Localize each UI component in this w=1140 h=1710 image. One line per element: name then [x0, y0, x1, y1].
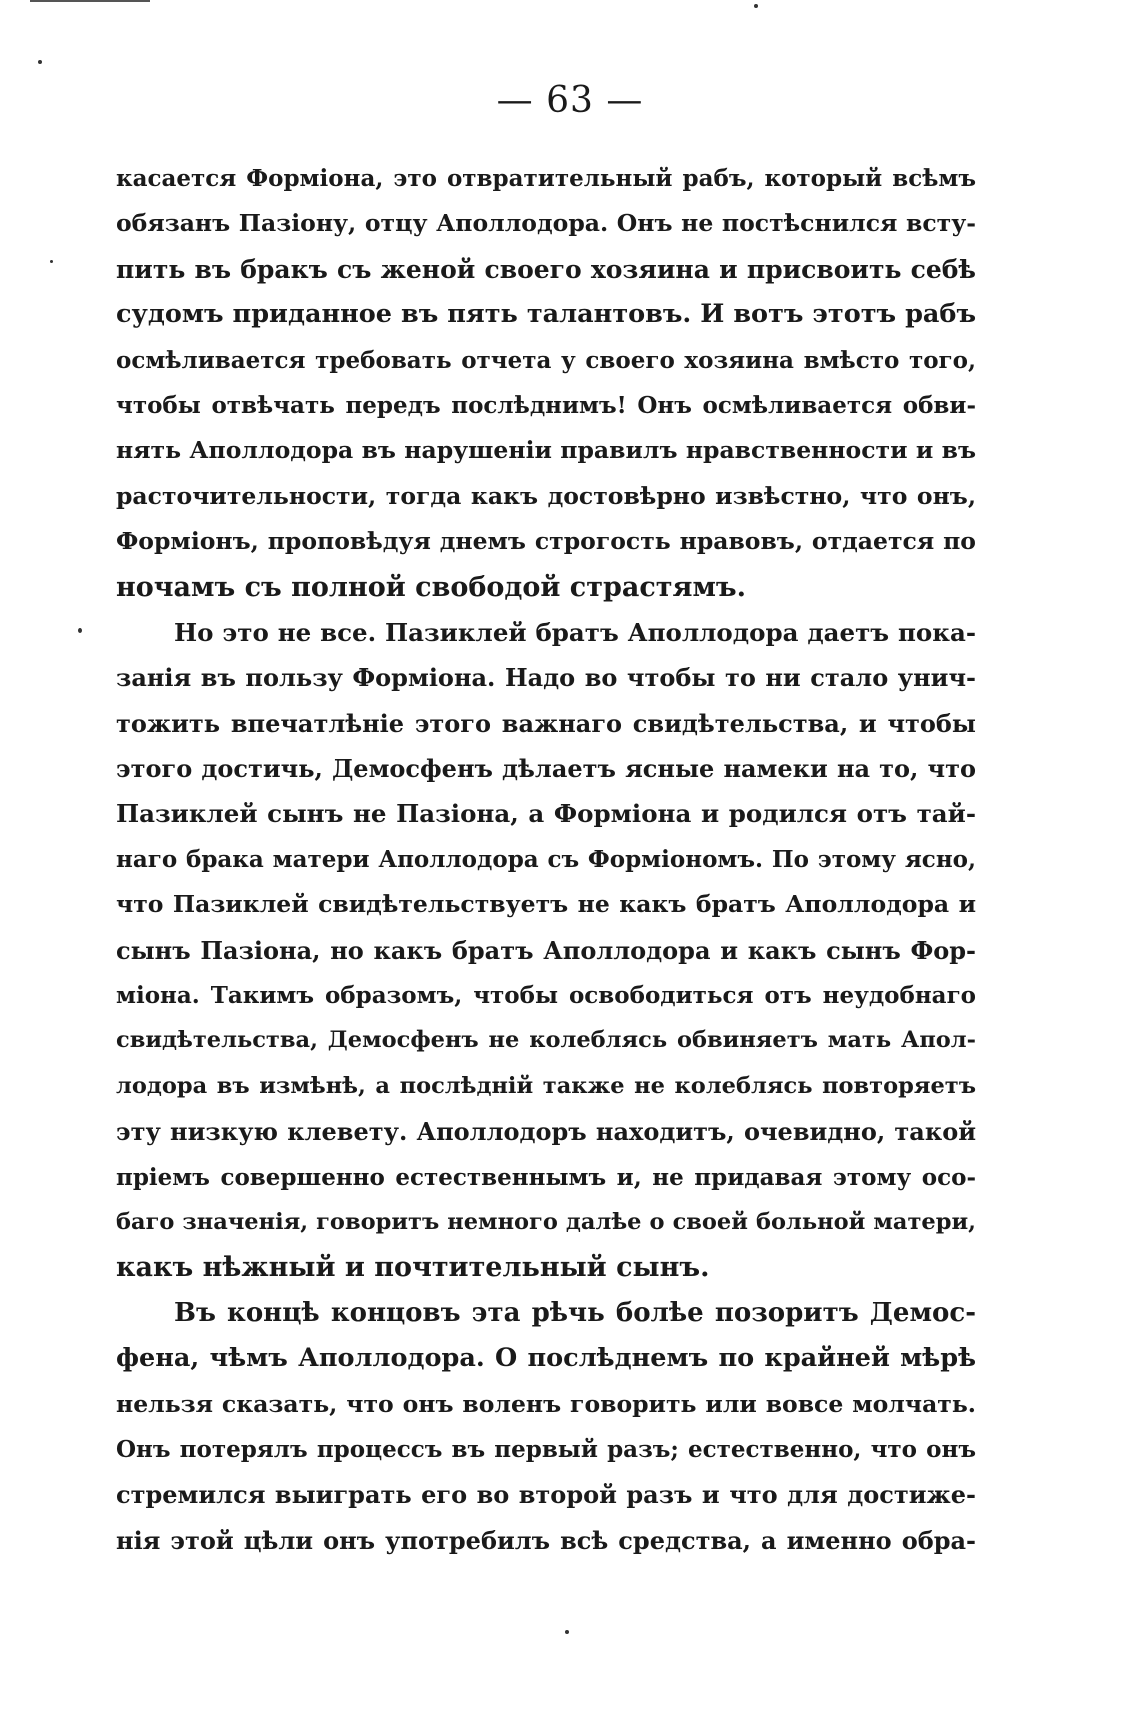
- text-line: пріемъ совершенно естественнымъ и, не придавая этому осо-: [116, 1163, 976, 1191]
- text-line: этого достичь, Демосфенъ дѣлаетъ ясные намеки на то, что: [116, 754, 976, 784]
- text-line: эту низкую клевету. Аполлодоръ находитъ, очевидно, такой: [116, 1117, 976, 1147]
- scan-speck: [78, 628, 82, 633]
- text-line: пить въ бракъ съ женой своего хозяина и присвоить себѣ: [116, 254, 976, 284]
- text-line: свидѣтельства, Демосфенъ не колеблясь обвиняетъ мать Апол-: [116, 1027, 976, 1054]
- text-line: Форміонъ, проповѣдуя днемъ строгость нравовъ, отдается по: [116, 527, 976, 556]
- text-line: лодора въ измѣнѣ, а послѣдній также не колеблясь повторяетъ: [116, 1072, 976, 1099]
- text-line: Но это не все. Пазиклей братъ Аполлодора даетъ пока-: [174, 617, 976, 647]
- text-line: занія въ пользу Форміона. Надо во чтобы то ни стало унич-: [116, 663, 976, 693]
- text-line: Въ концѣ концовъ эта рѣчь болѣе позоритъ Демос-: [174, 1297, 976, 1328]
- text-line: судомъ приданное въ пять талантовъ. И вотъ этотъ рабъ: [116, 299, 976, 330]
- text-line: ночамъ съ полной свободой страстямъ.: [116, 571, 747, 603]
- text-line: чтобы отвѣчать передъ послѣднимъ! Онъ осмѣливается обви-: [116, 391, 976, 419]
- text-line: нельзя сказать, что онъ воленъ говорить или вовсе молчать.: [116, 1389, 976, 1418]
- text-line: какъ нѣжный и почтительный сынъ.: [116, 1252, 710, 1284]
- text-line: обязанъ Пазіону, отцу Аполлодора. Онъ не постѣснился всту-: [116, 209, 976, 238]
- text-line: Онъ потерялъ процессъ въ первый разъ; естественно, что онъ: [116, 1435, 976, 1463]
- text-line: тожить впечатлѣніе этого важнаго свидѣтельства, и чтобы: [116, 708, 976, 738]
- scan-speck: [754, 4, 758, 8]
- text-line: фена, чѣмъ Аполлодора. О послѣднемъ по крайней мѣрѣ: [116, 1343, 976, 1374]
- text-line: баго значенія, говоритъ немного далѣе о своей больной матери,: [116, 1208, 976, 1235]
- text-line: нія этой цѣли онъ употребилъ всѣ средства, а именно обра-: [116, 1525, 976, 1555]
- text-line: расточительности, тогда какъ достовѣрно извѣстно, что онъ,: [116, 481, 976, 510]
- text-line: Пазиклей сынъ не Пазіона, а Форміона и родился отъ тай-: [116, 799, 976, 829]
- scan-speck: [50, 260, 53, 263]
- text-line: сынъ Пазіона, но какъ братъ Аполлодора и какъ сынъ Фор-: [116, 935, 976, 965]
- scan-speck: [38, 60, 42, 64]
- text-line: нять Аполлодора въ нарушеніи правилъ нравственности и въ: [116, 436, 976, 465]
- text-line: наго брака матери Аполлодора съ Форміономъ. По этому ясно,: [116, 845, 976, 873]
- text-line: стремился выиграть его во второй разъ и что для достиже-: [116, 1480, 976, 1510]
- page-number: — 63 —: [496, 80, 644, 121]
- text-line: міона. Такимъ образомъ, чтобы освободиться отъ неудобнаго: [116, 982, 976, 1010]
- text-line: касается Форміона, это отвратительный рабъ, который всѣмъ: [116, 165, 976, 192]
- text-line: осмѣливается требовать отчета у своего хозяина вмѣсто того,: [116, 346, 976, 374]
- body-text: [116, 156, 976, 1563]
- text-line: что Пазиклей свидѣтельствуетъ не какъ братъ Аполлодора и: [116, 890, 976, 919]
- scan-edge-mark: [30, 0, 150, 8]
- scan-speck: [565, 1630, 569, 1634]
